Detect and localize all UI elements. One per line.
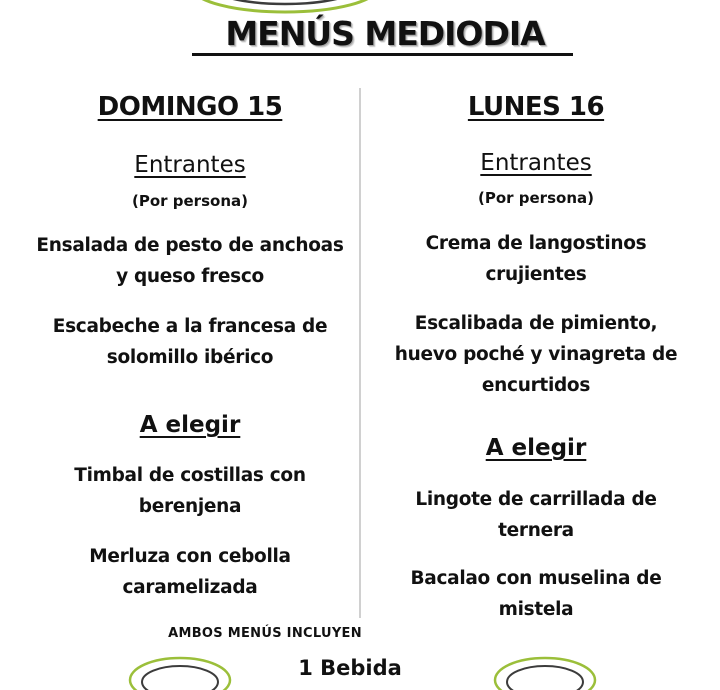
dish-line: crujientes bbox=[485, 264, 587, 285]
dish-line: caramelizada bbox=[122, 577, 258, 598]
day-heading: LUNES 16 bbox=[467, 92, 605, 122]
choice-heading: A elegir bbox=[139, 412, 241, 438]
dish-line: berenjena bbox=[138, 496, 242, 517]
dish-item bbox=[10, 541, 370, 603]
day-heading: DOMINGO 15 bbox=[97, 92, 283, 122]
title-underline bbox=[192, 53, 573, 56]
dish-line: Bacalao con muselina de bbox=[410, 568, 662, 589]
starters-note: (Por persona) bbox=[478, 189, 594, 207]
dish-line: ternera bbox=[498, 520, 574, 541]
dish-line: Ensalada de pesto de anchoas bbox=[36, 235, 344, 256]
dish-line: mistela bbox=[498, 599, 574, 620]
dish-line: y queso fresco bbox=[116, 266, 264, 287]
dish-line: Escalibada de pimiento, bbox=[414, 313, 658, 334]
dish-line: Escabeche a la francesa de bbox=[52, 316, 328, 337]
dish-line: Crema de langostinos bbox=[425, 233, 647, 254]
dish-line: Timbal de costillas con bbox=[74, 465, 306, 486]
dish-item bbox=[10, 460, 370, 522]
dish-item bbox=[356, 563, 716, 625]
dish-line: huevo poché y vinagreta de bbox=[394, 344, 678, 365]
dish-item bbox=[356, 484, 716, 546]
included-item: 1 Bebida bbox=[298, 656, 402, 680]
starters-heading: Entrantes bbox=[480, 150, 592, 176]
dish-line: encurtidos bbox=[481, 375, 591, 396]
logo-emblem-icon bbox=[125, 650, 235, 690]
dish-item bbox=[10, 311, 370, 373]
dish-item bbox=[356, 228, 716, 290]
logo-emblem-icon bbox=[490, 650, 600, 690]
dish-item bbox=[10, 230, 370, 292]
dish-line: Lingote de carrillada de bbox=[415, 489, 657, 510]
included-label: AMBOS MENÚS INCLUYEN bbox=[168, 626, 362, 641]
dish-line: solomillo ibérico bbox=[106, 347, 274, 368]
starters-heading: Entrantes bbox=[134, 152, 246, 178]
starters-note: (Por persona) bbox=[132, 192, 248, 210]
dish-item bbox=[356, 308, 716, 401]
choice-heading: A elegir bbox=[485, 435, 587, 461]
page-title: MENÚS MEDIODIA bbox=[225, 14, 545, 53]
dish-line: Merluza con cebolla bbox=[89, 546, 291, 567]
